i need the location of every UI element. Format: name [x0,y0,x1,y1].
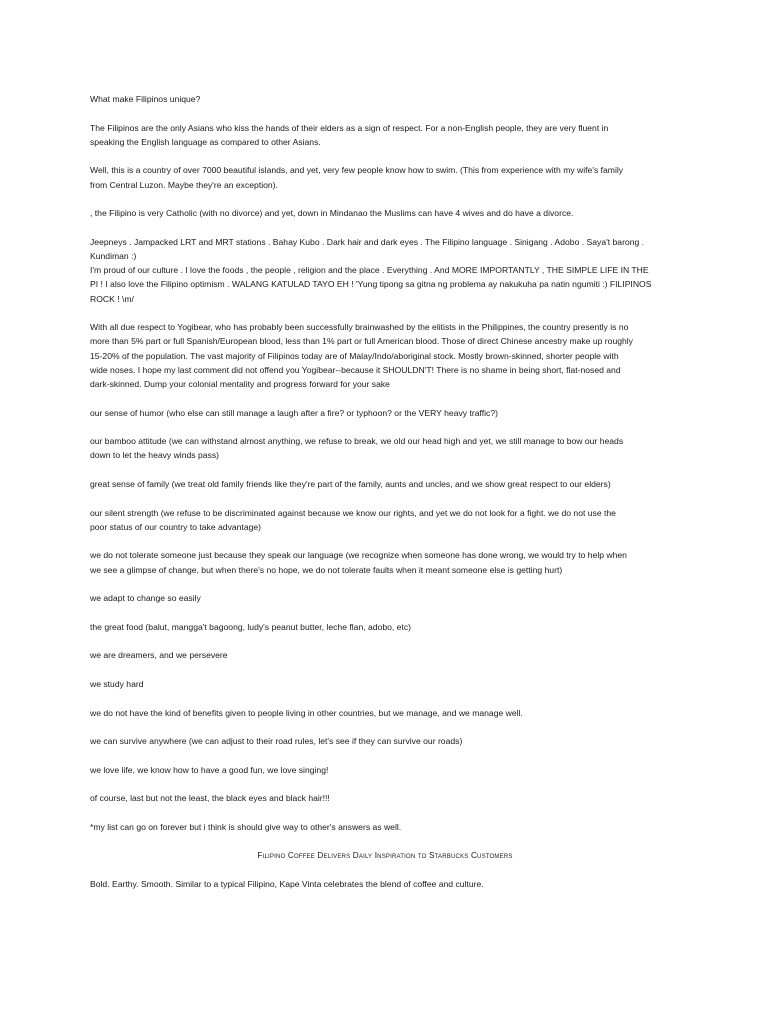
paragraph [90,506,680,534]
paragraph-line: more than 5% part or full Spanish/European blood, less than 1% part or full American blood. Those of direct Chinese ancestry make up roughly [90,336,633,347]
document-title: What make Filipinos unique? [90,94,201,104]
document-body [90,92,680,906]
paragraph [90,734,680,748]
paragraph [90,235,680,306]
paragraph-line: wide noses. I hope my last comment did not offend you Yogibear--because it SHOULDN'T! There is no shame in being short, flat-nosed and [90,364,621,375]
paragraph-list [90,121,680,835]
paragraph [90,591,680,605]
paragraph [90,820,680,834]
paragraph [90,121,680,149]
paragraph-line: we can survive anywhere (we can adjust to their road rules, let's see if they can survive our roads) [90,736,463,747]
paragraph [90,620,680,634]
paragraph-line: *my list can go on forever but i think is should give way to other's answers as well. [90,821,402,832]
paragraph [90,206,680,220]
paragraph-line: Jeepneys . Jampacked LRT and MRT stations . Bahay Kubo . Dark hair and dark eyes . The Filipino language . Sinigang . Adobo . Saya't barong . [90,236,645,247]
paragraph-line: we do not tolerate someone just because they speak our language (we recognize when someone has done wrong, we would try to help when [90,550,627,561]
paragraph-line: we love life, we know how to have a good fun, we love singing! [90,764,329,775]
paragraph [90,791,680,805]
paragraph-line: we are dreamers, and we persevere [90,650,228,661]
paragraph-line: our sense of humor (who else can still manage a laugh after a fire? or typhoon? or the VERY heavy traffic?) [90,407,498,418]
paragraph-line: PI ! I also love the Filipino optimism . WALANG KATULAD TAYO EH ! 'Yung tipong sa gitna ng problema ay nakukuha pa natin ngumiti :) FILIPINOS [90,279,652,290]
paragraph-line: With all due respect to Yogibear, who has probably been successfully brainwashed by the elitists in the Philippines, the country presently is no [90,322,629,333]
paragraph-line: our silent strength (we refuse to be discriminated against because we know our rights, and yet we do not look for a fight. we do not use the [90,507,616,518]
paragraph [90,406,680,420]
paragraph-line: we study hard [90,678,144,689]
paragraph-line: we see a glimpse of change, but when there's no hope, we do not tolerate faults when it meant someone else is getting hurt) [90,564,563,575]
paragraph-line: our bamboo attitude (we can withstand almost anything, we refuse to break, we old our head high and yet, we still manage to bow our heads [90,436,624,447]
paragraph-line: speaking the English language as compared to other Asians. [90,136,321,147]
paragraph-line: 15-20% of the population. The vast majority of Filipinos today are of Malay/Indo/aboriginal stock. Mostly brown-skinned, shorter people with [90,350,619,361]
paragraph-line: , the Filipino is very Catholic (with no divorce) and yet, down in Mindanao the Muslims can have 4 wives and do have a divorce. [90,208,574,219]
closing-paragraph: Bold. Earthy. Smooth. Similar to a typical Filipino, Kape Vinta celebrates the blend of coffee and culture. [90,879,484,890]
paragraph [90,548,680,576]
paragraph [90,763,680,777]
paragraph-line: dark-skinned. Dump your colonial mentality and progress forward for your sake [90,379,390,389]
paragraph-line: The Filipinos are the only Asians who kiss the hands of their elders as a sign of respect. For a non-English people, they are very fluent in [90,122,609,133]
paragraph-line: we adapt to change so easily [90,593,201,604]
paragraph-line: the great food (balut, mangga't bagoong, ludy's peanut butter, leche flan, adobo, etc) [90,621,411,632]
paragraph-line: from Central Luzon. Maybe they're an exception). [90,179,278,190]
paragraph [90,320,680,391]
paragraph [90,706,680,720]
paragraph-line: Well, this is a country of over 7000 beautiful islands, and yet, very few people know how to swim. (This from experience with my wife's family [90,165,624,176]
paragraph [90,477,680,491]
paragraph-line: poor status of our country to take advantage) [90,521,262,532]
paragraph-line: we do not have the kind of benefits given to people living in other countries, but we manage, and we manage well. [90,707,523,718]
paragraph-line: of course, last but not the least, the black eyes and black hair!!! [90,793,330,804]
paragraph-line: great sense of family (we treat old family friends like they're part of the family, aunts and uncles, and we show great respect to our elders) [90,478,611,489]
paragraph [90,677,680,691]
paragraph-line: I'm proud of our culture . I love the foods , the people , religion and the place . Everything . And MORE IMPORTANTLY , THE SIMPLE LIFE IN THE [90,265,649,276]
paragraph [90,648,680,662]
paragraph [90,163,680,191]
paragraph-line: Kundiman :) [90,250,137,261]
paragraph [90,434,680,462]
paragraph-line: ROCK ! \m/ [90,293,134,304]
paragraph-line: down to let the heavy winds pass) [90,450,219,461]
section-heading: Filipino Coffee Delivers Daily Inspiration to Starbucks Customers [257,850,513,860]
